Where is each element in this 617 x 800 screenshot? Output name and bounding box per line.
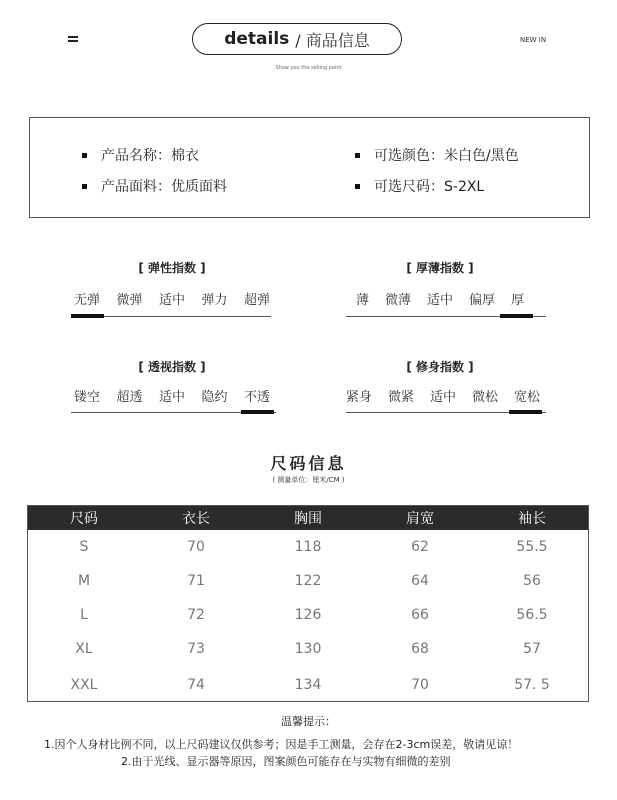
size-table <box>27 505 589 702</box>
fit-scale <box>346 386 540 405</box>
table-cell: XL <box>75 641 93 657</box>
table-cell: 122 <box>294 573 322 589</box>
scale-option: 弹力 <box>201 293 228 308</box>
new-in-label: NEW IN <box>520 36 547 44</box>
table-header-cell: 肩宽 <box>406 511 434 527</box>
scale-option: 薄 <box>356 293 370 308</box>
table-cell: XXL <box>70 676 98 693</box>
info-item-color <box>355 145 519 165</box>
scale-option: 微紧 <box>387 390 414 405</box>
scale-selected-marker <box>241 410 274 414</box>
info-fabric-text: 产品面料：优质面料 <box>101 179 227 195</box>
scale-option: 适中 <box>158 390 185 405</box>
table-cell: 56 <box>523 573 541 589</box>
table-header-row <box>28 506 588 530</box>
tip-line-1: 1.因个人身材比例不同，以上尺码建议仅供参考；因是手工测量，会存在2-3cm误差，敬请见谅！ <box>44 738 519 751</box>
menu-icon <box>68 36 78 42</box>
table-header-cell: 衣长 <box>182 511 210 527</box>
scale-option: 适中 <box>429 390 456 405</box>
table-cell: 62 <box>411 539 429 555</box>
scale-option: 超弹 <box>243 293 270 308</box>
table-header-cell: 袖长 <box>518 511 546 527</box>
elasticity-index-title: [ 弹性指数 ] <box>138 261 206 275</box>
table-cell: 70 <box>411 676 429 693</box>
scale-selected-marker <box>509 410 542 414</box>
table-cell: 73 <box>187 641 205 657</box>
thickness-scale <box>356 289 524 308</box>
table-cell: 57. 5 <box>514 676 550 693</box>
size-unit-note: ( 测量单位：厘米/CM ) <box>272 476 345 484</box>
bullet-icon <box>82 184 87 189</box>
details-title: details <box>224 29 290 49</box>
thickness-index-title: [ 厚薄指数 ] <box>406 261 474 275</box>
table-cell: 66 <box>411 607 429 623</box>
bullet-icon <box>82 153 87 158</box>
table-row <box>28 598 588 632</box>
header-subtitle: Show you the selling point <box>275 65 342 71</box>
table-cell: 71 <box>187 573 205 589</box>
scale-option: 微松 <box>471 390 498 405</box>
table-row <box>28 530 588 564</box>
info-size-text: 可选尺码：S-2XL <box>374 179 485 195</box>
table-cell: 72 <box>187 607 205 623</box>
table-cell: 68 <box>411 641 429 657</box>
table-cell: 64 <box>411 573 429 589</box>
table-cell: 134 <box>294 676 322 693</box>
elasticity-scale <box>74 289 270 308</box>
info-name-text: 产品名称：棉衣 <box>101 148 199 164</box>
info-item-name <box>82 145 199 165</box>
table-header-cell: 尺码 <box>70 511 98 527</box>
bullet-icon <box>355 184 360 189</box>
table-cell: 56.5 <box>516 607 548 623</box>
size-info-title: 尺码信息 <box>270 454 347 473</box>
table-cell: 126 <box>294 607 322 623</box>
scale-option: 隐约 <box>201 390 228 405</box>
tip-line-2: 2.由于光线、显示器等原因，图案颜色可能存在与实物有细微的差别 <box>121 755 451 768</box>
table-cell: 55.5 <box>516 539 548 555</box>
tips-title: 温馨提示： <box>281 715 336 728</box>
scale-selected-marker <box>500 314 533 318</box>
scale-selected-marker <box>71 314 104 318</box>
scale-option: 超透 <box>116 390 143 405</box>
details-title-cn: / 商品信息 <box>295 30 370 50</box>
details-title-pill <box>192 23 402 55</box>
table-cell: 130 <box>294 641 322 657</box>
scale-option: 无弹 <box>74 293 101 308</box>
scale-option: 紧身 <box>346 390 373 405</box>
scale-option: 适中 <box>426 293 453 308</box>
scale-option: 偏厚 <box>468 293 495 308</box>
info-item-fabric <box>82 176 227 196</box>
info-item-size <box>355 176 484 196</box>
table-cell: M <box>77 573 91 589</box>
scale-option: 宽松 <box>513 390 540 405</box>
transparency-scale <box>74 386 270 405</box>
table-row <box>28 632 588 666</box>
table-row <box>28 564 588 598</box>
table-cell: 57 <box>523 641 541 657</box>
table-cell: S <box>79 539 89 555</box>
fit-index-title: [ 修身指数 ] <box>406 360 474 374</box>
transparency-index-title: [ 透视指数 ] <box>138 360 206 374</box>
info-color-text: 可选颜色：米白色/黑色 <box>374 148 519 164</box>
table-header-cell: 胸围 <box>294 511 322 527</box>
table-row <box>28 666 588 703</box>
scale-option: 不透 <box>243 390 270 405</box>
scale-option: 镂空 <box>74 390 101 405</box>
table-cell: 74 <box>187 676 205 693</box>
scale-option: 厚 <box>510 293 524 308</box>
bullet-icon <box>355 153 360 158</box>
scale-option: 适中 <box>158 293 185 308</box>
scale-option: 微薄 <box>384 293 411 308</box>
table-cell: L <box>80 607 88 623</box>
table-cell: 118 <box>294 539 322 555</box>
table-cell: 70 <box>187 539 205 555</box>
scale-option: 微弹 <box>116 293 143 308</box>
product-info-box <box>29 117 590 218</box>
